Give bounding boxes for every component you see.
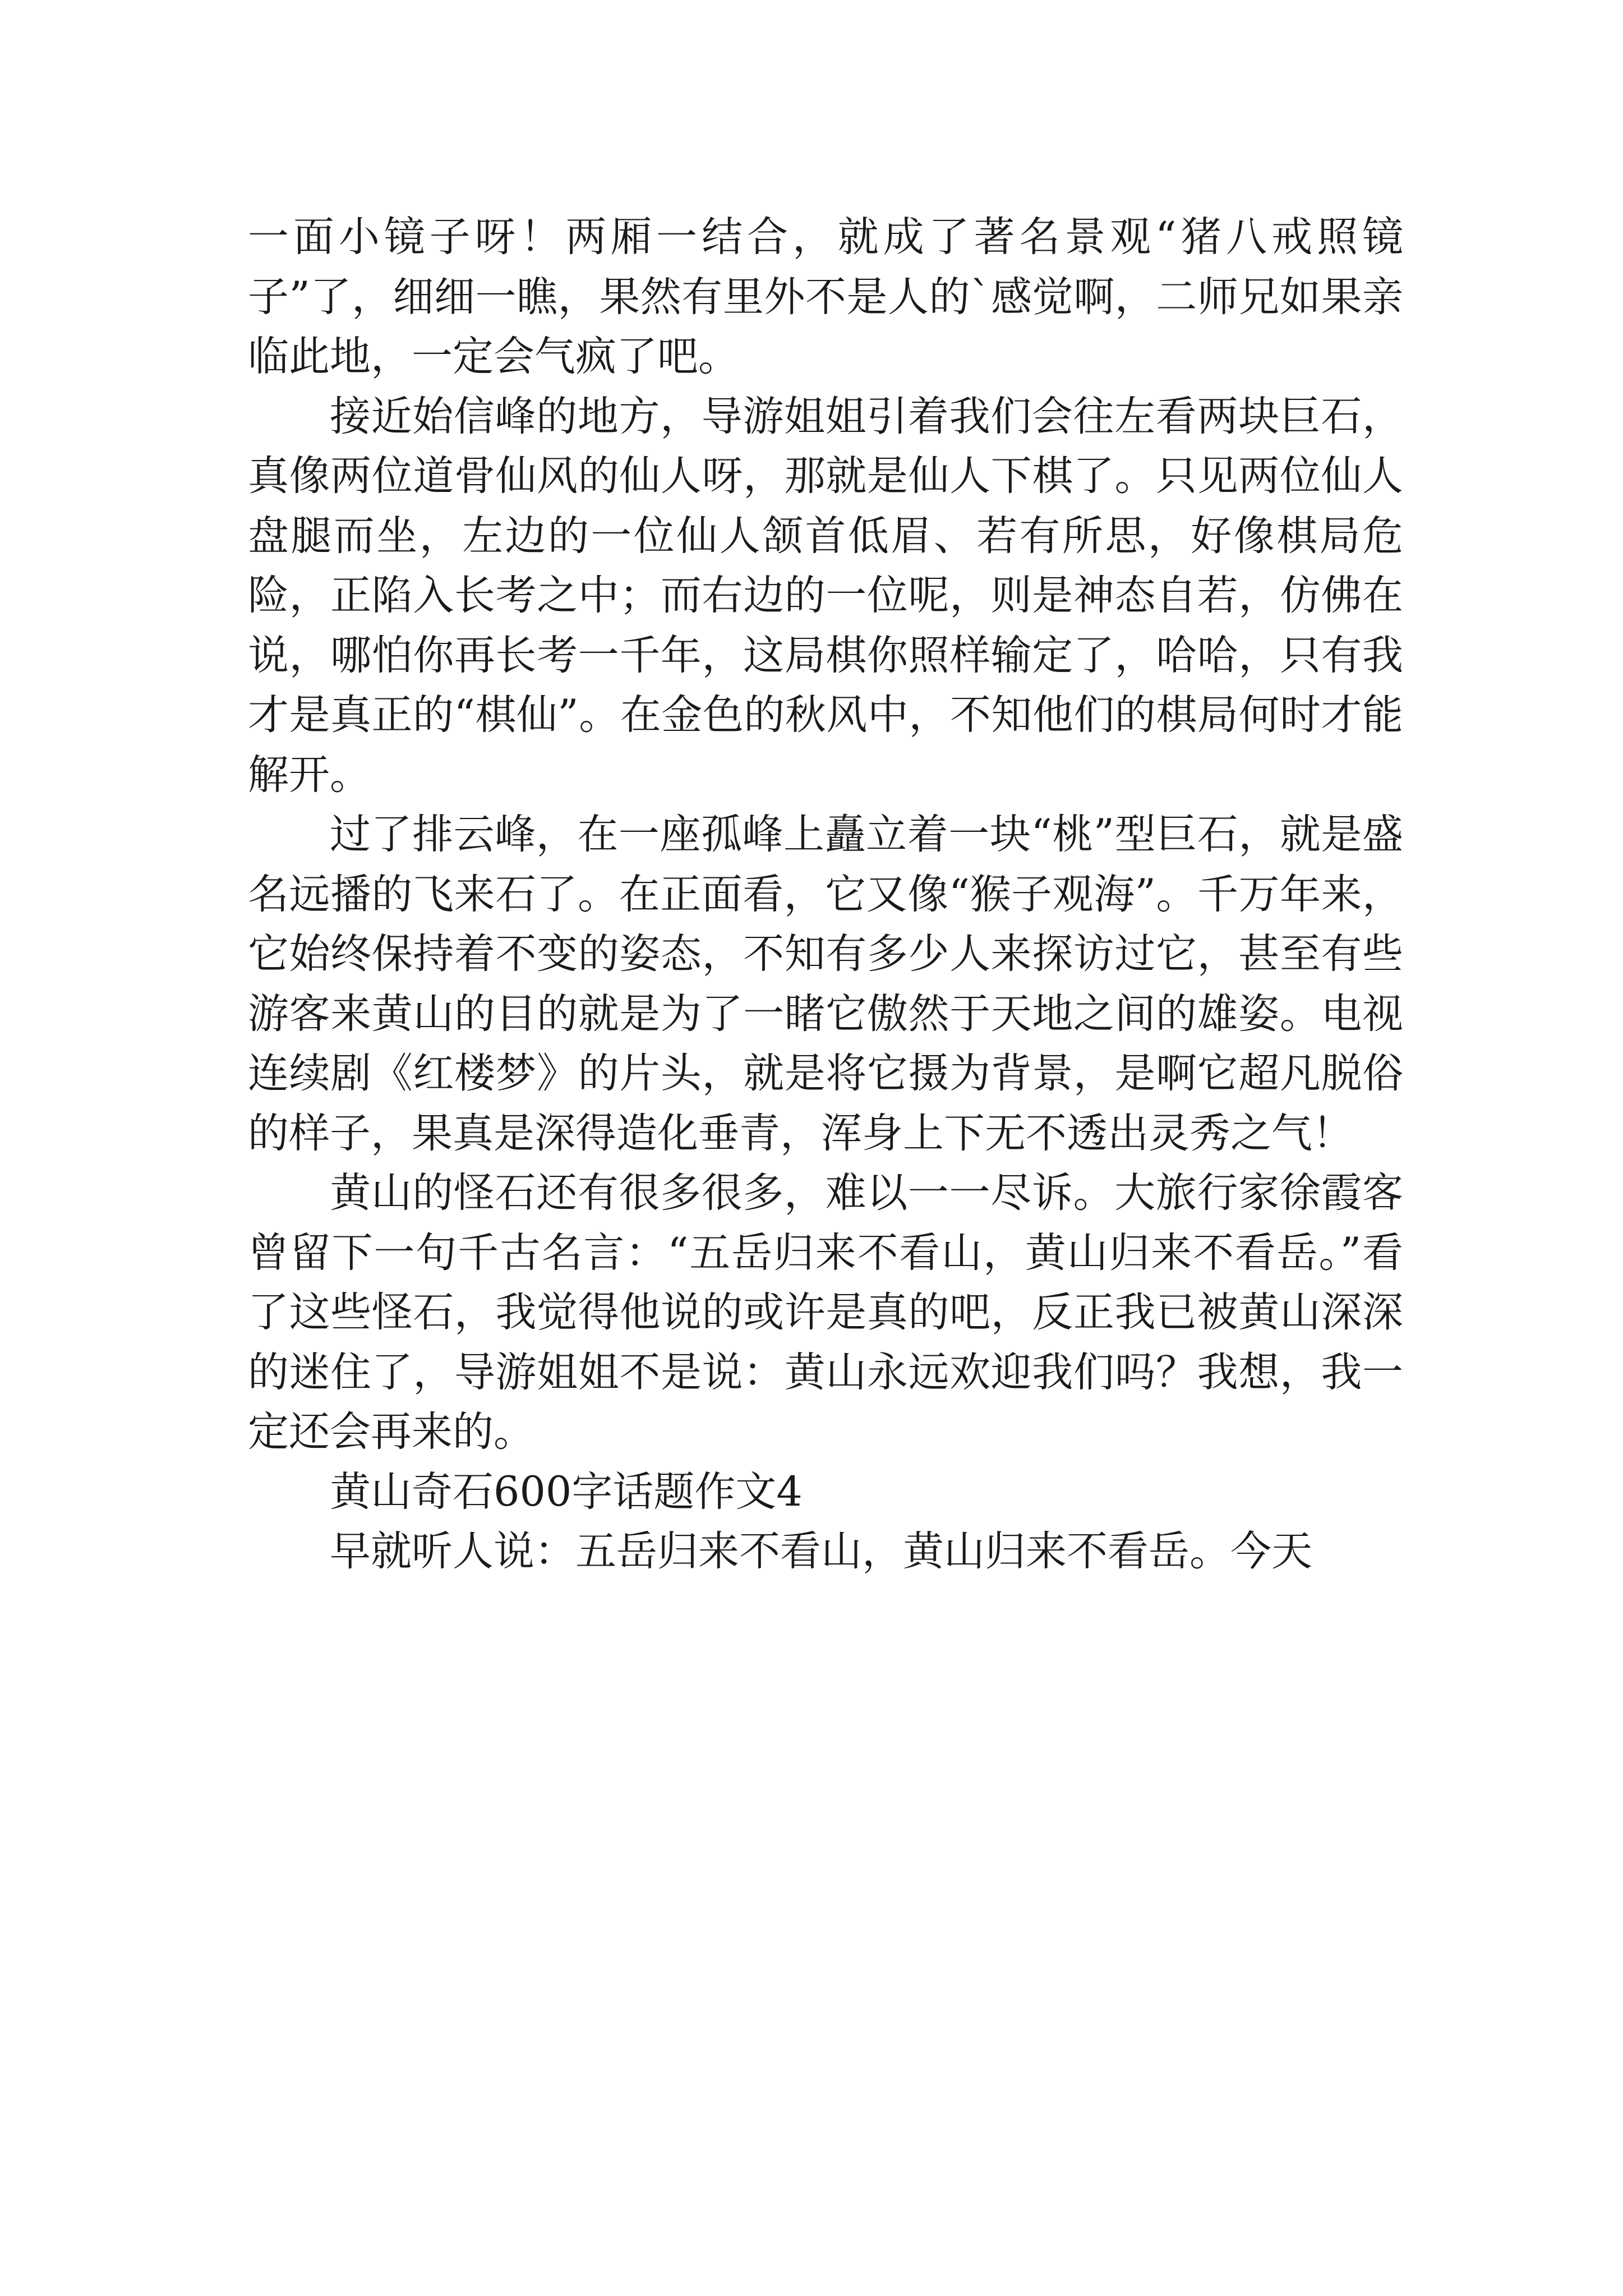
paragraph-flying-stone: 过了排云峰，在一座孤峰上矗立着一块“桃”型巨石，就是盛名远播的飞来石了。在正面看，它又像“猴子观海”。千万年来，它始终保持着不变的姿态，不知有多少人来探访过它，甚至有些游客来黄山的目的就是为了一睹它傲然于天地之间的雄姿。电视连续剧《红楼梦》的片头，就是将它摄为背景，是啊它超凡脱俗的样子，果真是深得造化垂青，浑身上下无不透出灵秀之气！	[248, 811, 1403, 1157]
paragraph-mirror-continuation: 一面小镜子呀！两厢一结合，就成了著名景观“猪八戒照镜子”了，细细一瞧，果然有里外不是人的`感觉啊，二师兄如果亲临此地，一定会气疯了吧。	[248, 213, 1403, 380]
article-body	[248, 208, 1403, 1582]
essay-title: 黄山奇石600字话题作文4	[330, 1467, 803, 1516]
paragraph-conclusion: 黄山的怪石还有很多很多，难以一一尽诉。大旅行家徐霞客曾留下一句千古名言：“五岳归来不看山，黄山归来不看岳。”看了这些怪石，我觉得他说的或许是真的吧，反正我已被黄山深深的迷住了，导游姐姐不是说：黄山永远欢迎我们吗？我想，我一定还会再来的。	[248, 1169, 1403, 1456]
paragraph-essay-4-opening: 早就听人说：五岳归来不看山，黄山归来不看岳。今天	[330, 1527, 1312, 1575]
paragraph-immortals-chess: 接近始信峰的地方，导游姐姐引着我们会往左看两块巨石，真像两位道骨仙风的仙人呀，那就是仙人下棋了。只见两位仙人盘腿而坐，左边的一位仙人颔首低眉、若有所思，好像棋局危险，正陷入长考之中；而右边的一位呢，则是神态自若，仿佛在说，哪怕你再长考一千年，这局棋你照样输定了，哈哈，只有我才是真正的“棋仙”。在金色的秋风中，不知他们的棋局何时才能解开。	[248, 392, 1403, 799]
